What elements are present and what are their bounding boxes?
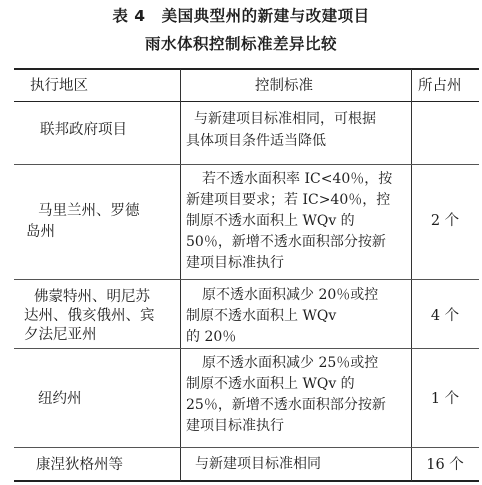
count-vermont: 4 个 xyxy=(430,308,460,324)
region-maryland-line2: 岛州 xyxy=(26,224,55,240)
row-divider-3 xyxy=(14,348,479,349)
column-divider-1 xyxy=(180,69,181,481)
region-newyork: 纽约州 xyxy=(38,391,82,407)
count-newyork: 1 个 xyxy=(430,391,460,407)
header-region: 执行地区 xyxy=(30,78,88,94)
region-vermont-line3: 夕法尼亚州 xyxy=(24,327,97,343)
region-connecticut: 康涅狄格州等 xyxy=(36,457,123,473)
standard-maryland-line5: 建项目标准执行 xyxy=(186,255,284,271)
header-rule xyxy=(14,101,479,102)
count-connecticut: 16 个 xyxy=(426,457,464,473)
standard-connecticut: 与新建项目标准相同 xyxy=(195,456,321,472)
table-caption-line2: 雨水体积控制标准差异比较 xyxy=(144,35,337,53)
standard-maryland-line1: 若不透水面积率 IC<40％，按 xyxy=(202,171,393,187)
standard-vermont-line3: 的 20％ xyxy=(186,329,237,345)
table-caption-line1: 表 4 美国典型州的新建与改建项目 xyxy=(112,7,370,25)
standard-newyork-line2: 制原不透水面积上 WQv 的 xyxy=(186,376,355,392)
bottom-rule xyxy=(14,480,479,482)
standard-maryland-line4: 50％，新增不透水面积部分按新 xyxy=(186,234,386,250)
region-vermont-line2: 达州、俄亥俄州、宾 xyxy=(24,308,155,324)
region-maryland-line1: 马里兰州、罗德 xyxy=(38,203,140,219)
top-rule xyxy=(14,68,479,70)
region-vermont-line1: 佛蒙特州、明尼苏 xyxy=(34,289,150,305)
standard-federal-line2: 具体项目条件适当降低 xyxy=(186,133,326,149)
standard-federal-line1: 与新建项目标准相同，可根据 xyxy=(194,111,376,127)
column-divider-2 xyxy=(411,69,412,481)
row-divider-2 xyxy=(14,279,479,280)
standard-maryland-line2: 新建项目要求；若 IC>40％，控 xyxy=(186,192,391,208)
row-divider-4 xyxy=(14,447,479,448)
region-federal: 联邦政府项目 xyxy=(40,122,127,138)
row-divider-1 xyxy=(14,164,479,165)
header-count: 所占州 xyxy=(418,78,462,94)
standard-maryland-line3: 制原不透水面积上 WQv 的 xyxy=(186,213,355,229)
standard-newyork-line4: 建项目标准执行 xyxy=(186,418,284,434)
standard-newyork-line3: 25％，新增不透水面积部分按新 xyxy=(186,397,386,413)
standard-newyork-line1: 原不透水面积减少 25％或控 xyxy=(202,355,379,371)
header-standard: 控制标准 xyxy=(255,78,313,94)
standard-vermont-line2: 制原不透水面积上 WQv xyxy=(186,308,337,324)
standard-vermont-line1: 原不透水面积减少 20％或控 xyxy=(202,287,379,303)
count-maryland: 2 个 xyxy=(430,213,460,229)
